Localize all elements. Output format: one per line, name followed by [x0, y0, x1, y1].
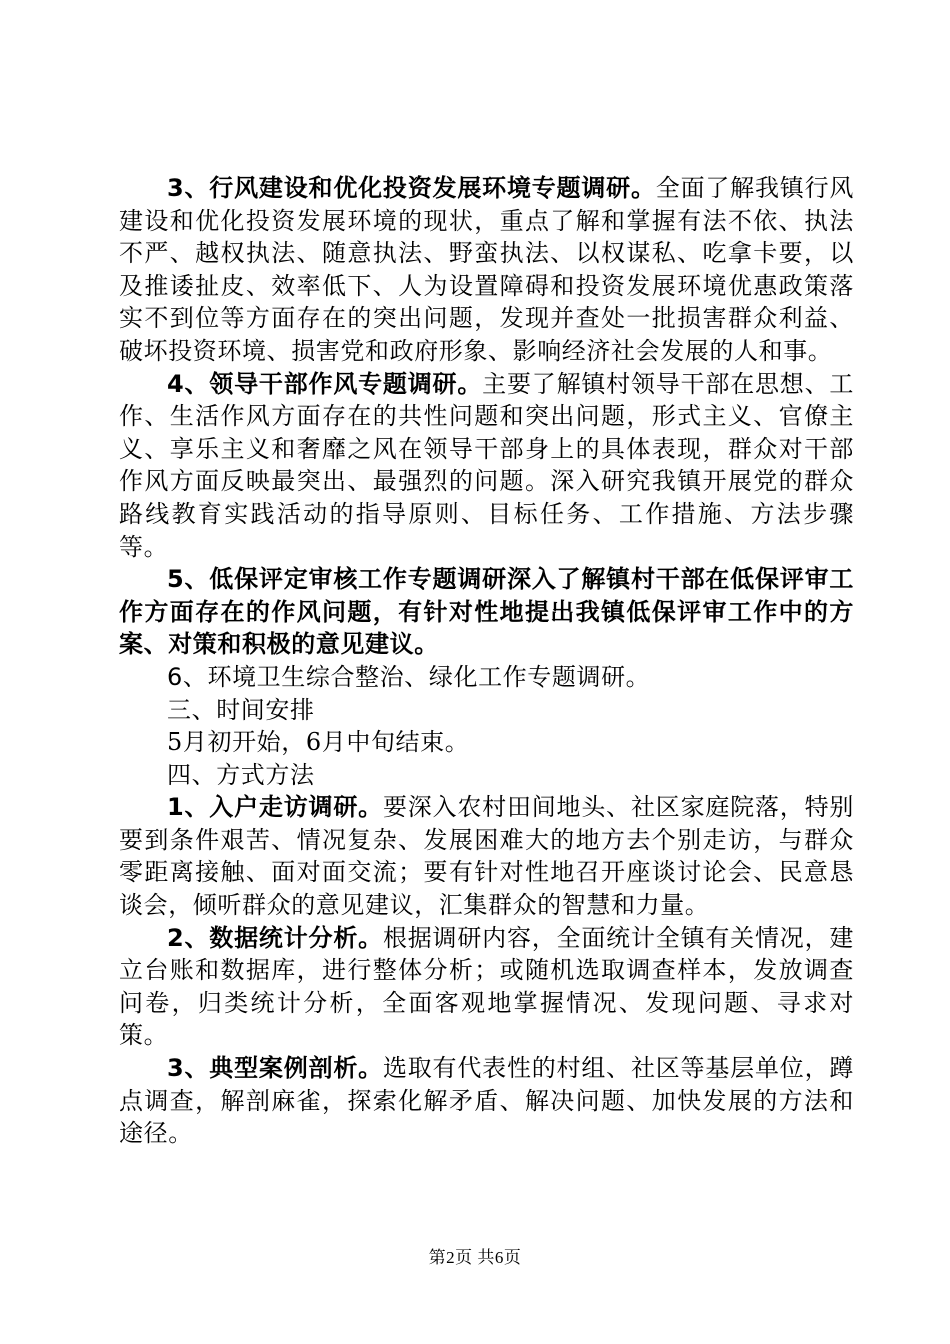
paragraph-schedule [119, 726, 854, 759]
section-heading-text: 四、方式方法 [167, 760, 315, 789]
paragraph-household-visits [119, 791, 854, 921]
paragraph-text: 6、环境卫生综合整治、绿化工作专题调研。 [167, 662, 651, 691]
paragraph-lead: 3、典型案例剖析。 [167, 1054, 383, 1083]
paragraph-lead: 3、行风建设和优化投资发展环境专题调研。 [167, 174, 656, 202]
paragraph-lead: 2、数据统计分析。 [167, 923, 383, 952]
paragraph-inspection [119, 172, 854, 368]
paragraph-text: 根据调研内容，全面统计全镇有关情况，建立台账和数据库，进行整体分析；或随机选取调查样本，发放调查问卷，归类统计分析，全面客观地掌握情况、发现问题、寻求对策。 [119, 923, 854, 1050]
paragraph-lead: 4、领导干部作风专题调研。 [167, 369, 483, 398]
section-heading-methods [119, 759, 854, 792]
document-body [119, 172, 854, 1150]
section-heading-schedule [119, 694, 854, 727]
paragraph-environment [119, 661, 854, 694]
paragraph-text: 要深入农村田间地头、社区家庭院落，特别要到条件艰苦、情况复杂、发展困难大的地方去个别走访，与群众零距离接触、面对面交流；要有针对性地召开座谈讨论会、民意恳谈会，倾听群众的意见建议，汇集群众的智慧和力量。 [119, 793, 854, 920]
paragraph-lead: 1、入户走访调研。 [167, 793, 383, 822]
paragraph-leadership-style [119, 368, 854, 564]
paragraph-text: 主要了解镇村领导干部在思想、工作、生活作风方面存在的共性问题和突出问题，形式主义、官僚主义、享乐主义和奢靡之风在领导干部身上的具体表现，群众对干部作风方面反映最突出、最强烈的问题。深入研究我镇开展党的群众路线教育实践活动的指导原则、目标任务、工作措施、方法步骤等。 [119, 369, 855, 561]
paragraph-text: 选取有代表性的村组、社区等基层单位，蹲点调查，解剖麻雀，探索化解矛盾、解决问题、加快发展的方法和途径。 [119, 1054, 854, 1148]
paragraph-text: 全面了解我镇行风建设和优化投资发展环境的现状，重点了解和掌握有法不依、执法不严、越权执法、随意执法、野蛮执法、以权谋私、吃拿卡要，以及推诿扯皮、效率低下、人为设置障碍和投资发展环境优惠政策落实不到位等方面存在的突出问题，发现并查处一批损害群众利益、破坏投资环境、损害党和政府形象、影响经济社会发展的人和事。 [119, 174, 854, 365]
page-number-footer: 第2页 共6页 [428, 1248, 522, 1267]
paragraph-lead: 5、低保评定审核工作专题调研深入了解镇村干部在低保评审工作方面存在的作风问题，有针对性地提出我镇低保评审工作中的方案、对策和积极的意见建议。 [119, 565, 854, 659]
paragraph-text: 5月初开始，6月中旬结束。 [167, 728, 470, 757]
paragraph-statistics [119, 922, 854, 1052]
section-heading-text: 三、时间安排 [167, 695, 315, 724]
paragraph-case-study [119, 1052, 854, 1150]
paragraph-low-income-review [119, 563, 854, 661]
